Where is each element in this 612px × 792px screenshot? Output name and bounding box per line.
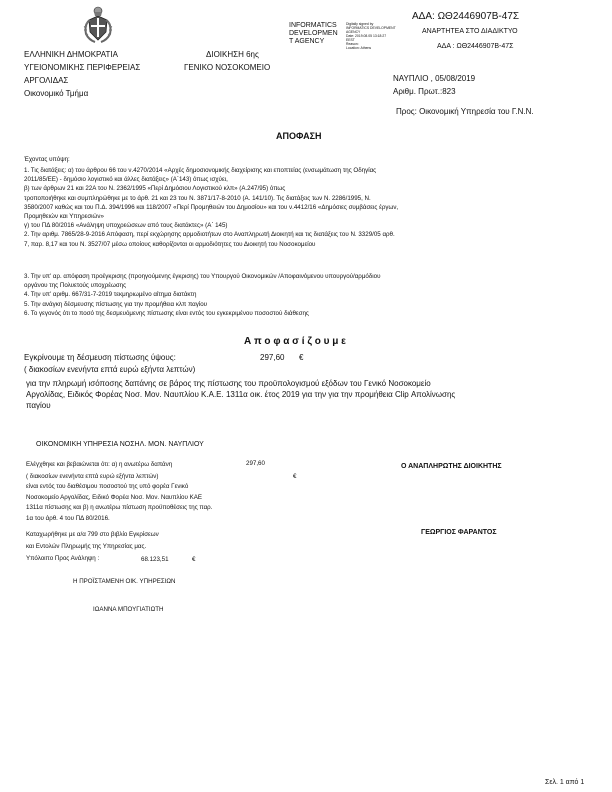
checked-amount: 297,60: [246, 460, 265, 467]
finance-line: Νοσοκομείο Αργολίδας, Ειδικό Φορέα Νοσ. Μον. Ναυπλίου ΚΑΕ: [26, 493, 202, 501]
protocol-number: Αριθμ. Πρωτ.:823: [393, 87, 456, 96]
signature-detail: Digitally signed by: [346, 22, 374, 26]
signature-detail: Location: Athens: [346, 46, 372, 50]
signature-detail: AGENCY: [346, 30, 361, 34]
amount-in-words: ( διακοσίων ενενήντα επτά ευρώ εξήντα λεπτών): [24, 365, 196, 374]
considering-heading: Έχοντας υπόψη:: [24, 156, 70, 163]
finance-head-name: ΙΩΑΝΝΑ ΜΠΟΥΓΙΑΤΙΩΤΗ: [93, 606, 164, 613]
considering-line: τροποποιήθηκε και συμπληρώθηκε με το άρθ. 21 και 23 του Ν. 3871/17-8-2010 (Α. 141/10). Τις διατάξεις των Ν. 2286/1995, Ν.: [24, 194, 371, 202]
finance-head-title: Η ΠΡΟΪΣΤΑΜΕΝΗ ΟΙΚ. ΥΠΗΡΕΣΙΩΝ: [73, 578, 176, 585]
considering-line: 6. Το γεγονός ότι το ποσό της δεσμευόμενης πίστωσης είναι εντός του εγκεκριμένου ποσοστού διάθεσης: [24, 309, 309, 317]
considering-line: 1. Τις διατάξεις: α) του άρθρου 66 του ν.4270/2014 «Αρχές δημοσιονομικής διαχείρισης και εποπτείας (ενσωμάτωση της Οδηγίας: [24, 167, 377, 174]
approve-label: Εγκρίνουμε τη δέσμευση πίστωσης ύψους:: [24, 353, 176, 362]
considering-line: οργάνου της Πολυετούς υποχρέωσης: [24, 282, 127, 290]
approved-currency: €: [299, 353, 304, 362]
approved-amount: 297,60: [260, 353, 285, 362]
considering-list-continued: [24, 272, 380, 318]
page-number: Σελ. 1 από 1: [545, 779, 585, 786]
signature-detail: EEST: [346, 38, 355, 42]
finance-line: 1α του άρθ. 4 του ΠΔ 80/2016.: [26, 514, 110, 522]
considering-line: 3. Την υπ' αρ. απόφαση προέγκρισης (προηγούμενης έγκρισης) του Υπουργού Οικονομικών /Αποφαινόμενου υπουργού/αρμόδιου: [24, 273, 381, 280]
considering-line: β) των άρθρων 21 και 22Α του Ν. 2362/1995 «Περί Δημόσιου Λογιστικού κλπ» (Α.247/95) όπως: [24, 185, 286, 193]
purpose-line: παγίου: [26, 401, 51, 410]
finance-line: 1311α πίστωσης και β) η ανωτέρω πίστωση προϋποθέσεις της παρ.: [26, 504, 213, 512]
agency-line: T AGENCY: [289, 38, 325, 46]
balance-label: Υπόλοιπο Προς Ανάληψη :: [26, 555, 100, 562]
considering-line: 2011/85/ΕΕ) - δημόσιο λογιστικό και άλλες διατάξεις» (Α΄143) όπως ισχύει,: [24, 176, 228, 184]
administration-block: [184, 48, 271, 74]
document-title: ΑΠΟΦΑΣΗ: [276, 131, 322, 141]
signature-detail: Reason:: [346, 42, 359, 46]
considering-line: 7, παρ. 8,17 και του Ν. 3527/07 μέσω οποίους καθορίζονται οι αρμοδιότητες του Διοικητή του Νοσοκομείου: [24, 240, 316, 248]
finance-line: είναι εντός του διαθέσιμου ποσοστού της υπό φορέα Γενικό: [26, 483, 189, 491]
register-line: και Εντολών Πληρωμής της Υπηρεσίας μας.: [26, 543, 147, 550]
director-title: Ο ΑΝΑΠΛΗΡΩΤΗΣ ΔΙΟΙΚΗΤΗΣ: [401, 463, 502, 470]
place-date: ΝΑΥΠΛΙΟ , 05/08/2019: [393, 74, 476, 83]
org-line: ΥΓΕΙΟΝΟΜΙΚΗΣ ΠΕΡΙΦΕΡΕΙΑΣ: [24, 63, 141, 72]
finance-line: ( διακοσίων ενενήντα επτά ευρώ εξήντα λεπτών): [26, 473, 159, 480]
considering-line: 3580/2007 καθώς και του Π.Δ. 394/1996 και 118/2007 «Περί Προμηθειών του Δημοσίου» και του ν.4412/16 «Δημόσιες συμβάσεις έργων,: [24, 203, 399, 211]
finance-unit-title: ΟΙΚΟΝΟΜΙΚΗ ΥΠΗΡΕΣΙΑ ΝΟΣΗΛ. ΜΟΝ. ΝΑΥΠΛΙΟΥ: [36, 441, 204, 448]
purpose-line: για την πληρωμή ισόποσης δαπάνης σε βάρος της πίστωσης του προϋπολογισμού εξόδων του Γενικό Νοσοκομείο: [26, 379, 431, 388]
org-line: Οικονομικό Τμήμα: [24, 89, 89, 98]
greek-coat-of-arms-emblem: [81, 4, 115, 44]
organization-block: [24, 48, 140, 100]
recipient: Προς: Οικονομική Υπηρεσία του Γ.Ν.Ν.: [396, 107, 534, 116]
admin-line: ΔΙΟΙΚΗΣΗ 6ης: [206, 50, 259, 59]
agency-line: DEVELOPMEN: [289, 30, 338, 38]
admin-line: ΓΕΝΙΚΟ ΝΟΣΟΚΟΜΕΙΟ: [184, 63, 271, 72]
purpose-line: Αργολίδας, Ειδικός Φορέας Νοσ. Μον. Ναυπλίου Κ.Α.Ε. 1311α οικ. έτος 2019 για την για την προμήθεια Clip Απολίνωσης: [26, 390, 456, 399]
considering-line: 4. Την υπ' αριθμ. 667/31-7-2019 τεκμηριωμένο αίτημα διατάκτη: [24, 291, 197, 299]
digital-signature-details: [346, 22, 396, 50]
agency-line: INFORMATICS: [289, 22, 337, 29]
register-line: Καταχωρήθηκε με α/α 799 στο βιβλίο Εγκρίσεων: [26, 531, 159, 538]
balance-currency: €: [192, 556, 196, 563]
ada-top: ΑΔΑ: ΩΘ2446907Β-47Σ: [412, 11, 520, 22]
signature-detail: INFORMATICS DEVELOPMENT: [346, 26, 396, 30]
purpose-text: [26, 378, 455, 411]
checked-label: Ελέγχθηκε και βεβαιώνεται ότι: α) η ανωτέρω δαπάνη: [26, 461, 173, 468]
considering-line: 2. Την αριθμ. 7865/28-9-2016 Απόφαση, περί εκχώρησης αρμοδιοτήτων στο Αναπληρωτή Διοικητή και τις διατάξεις του Ν. 3329/05 αρθ.: [24, 231, 395, 239]
considering-line: Προμηθειών και Υπηρεσιών»: [24, 213, 104, 221]
org-line: ΕΛΛΗΝΙΚΗ ΔΗΜΟΚΡΑΤΙΑ: [24, 50, 118, 59]
signature-detail: Date: 2019.08.05 13:18:27: [346, 34, 387, 38]
considering-list: [24, 166, 398, 249]
finance-text: [26, 472, 212, 524]
post-online-label: ΑΝΑΡΤΗΤΕΑ ΣΤΟ ΔΙΑΔΙΚΤΥΟ: [422, 28, 518, 35]
balance-amount: 68.123,51: [141, 556, 169, 563]
considering-line: 5. Την ανάγκη δέσμευσης πίστωσης για την προμήθεια κλπ παγίου: [24, 300, 208, 308]
checked-currency: €: [293, 473, 297, 480]
considering-line: γ) του ΠΔ 80/2016 «Ανάληψη υποχρεώσεων από τους διατάκτες» (Α΄ 145): [24, 222, 228, 230]
decision-heading: Α π ο φ α σ ί ζ ο υ μ ε: [244, 336, 346, 347]
ada-right: ΑΔΑ : ΩΘ2446907Β-47Σ: [437, 43, 514, 50]
org-line: ΑΡΓΟΛΙΔΑΣ: [24, 76, 69, 85]
signing-agency: [289, 22, 338, 47]
director-name: ΓΕΩΡΓΙΟΣ ΦΑΡΑΝΤΟΣ: [421, 529, 497, 536]
register-text: [26, 529, 159, 553]
